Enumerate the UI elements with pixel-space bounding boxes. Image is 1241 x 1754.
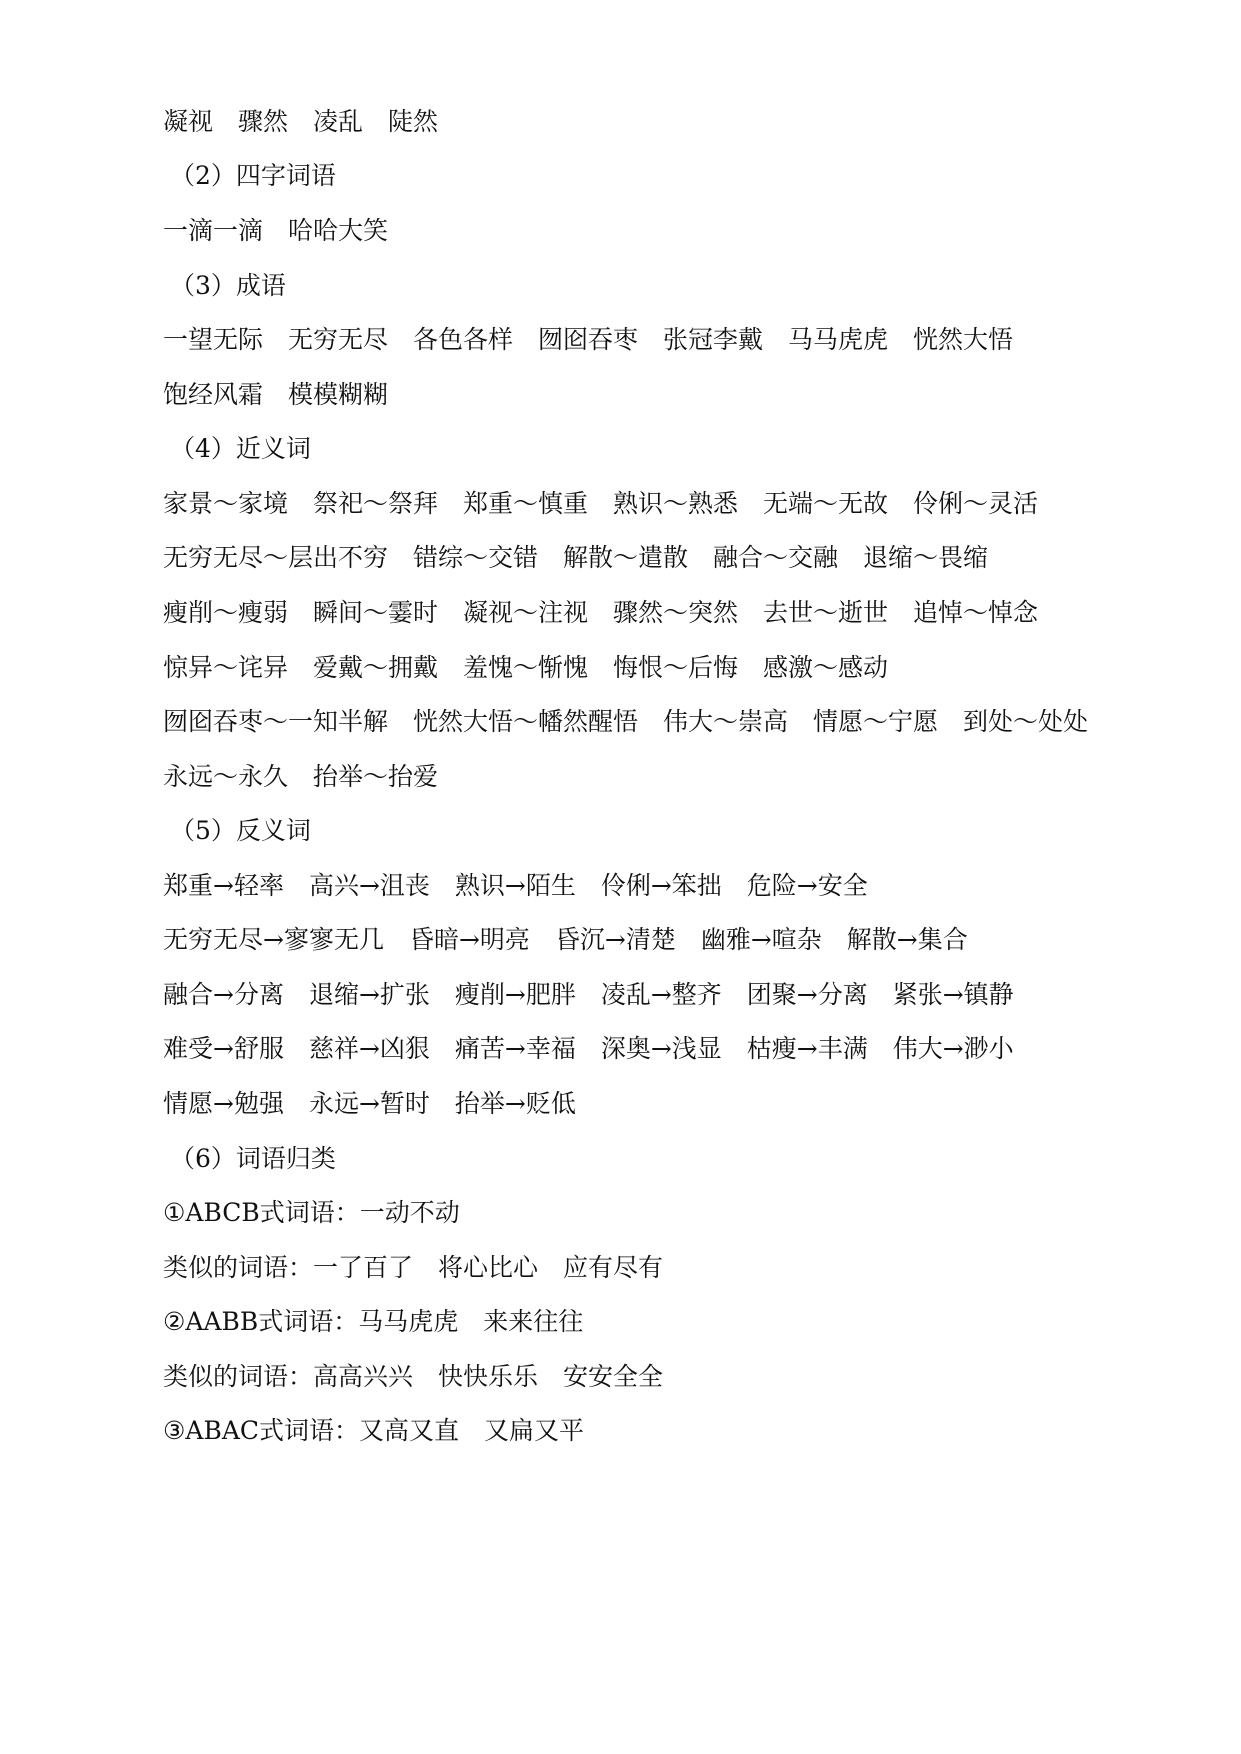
classification-abcb: ①ABCB式词语：一动不动 (163, 1198, 460, 1227)
section-heading-four-char-words: （2）四字词语 (170, 161, 336, 190)
idioms-line-2: 饱经风霜 模模糊糊 (163, 380, 389, 409)
synonyms-line-1: 家景～家境 祭祀～祭拜 郑重～慎重 熟识～熟悉 无端～无故 伶俐～灵活 (163, 489, 1039, 518)
synonyms-line-4: 惊异～诧异 爱戴～拥戴 羞愧～惭愧 悔恨～后悔 感激～感动 (163, 653, 889, 682)
antonyms-line-3: 融合→分离 退缩→扩张 瘦削→肥胖 凌乱→整齐 团聚→分离 紧张→镇静 (163, 980, 1014, 1009)
antonyms-line-5: 情愿→勉强 永远→暂时 抬举→贬低 (163, 1089, 576, 1118)
synonyms-line-3: 瘦削～瘦弱 瞬间～霎时 凝视～注视 骤然～突然 去世～逝世 追悼～悼念 (163, 598, 1039, 627)
antonyms-line-4: 难受→舒服 慈祥→凶狠 痛苦→幸福 深奥→浅显 枯瘦→丰满 伟大→渺小 (163, 1034, 1014, 1063)
section-heading-word-classification: （6）词语归类 (170, 1144, 336, 1173)
section-heading-antonyms: （5）反义词 (170, 816, 311, 845)
synonyms-line-5: 囫囵吞枣～一知半解 恍然大悟～幡然醒悟 伟大～崇高 情愿～宁愿 到处～处处 (163, 707, 1089, 736)
synonyms-line-2: 无穷无尽～层出不穷 错综～交错 解散～遣散 融合～交融 退缩～畏缩 (163, 543, 989, 572)
classification-abac: ③ABAC式词语：又高又直 又扁又平 (163, 1416, 585, 1445)
classification-aabb: ②AABB式词语：马马虎虎 来来往往 (163, 1307, 584, 1336)
section-heading-synonyms: （4）近义词 (170, 434, 311, 463)
classification-abcb-similar: 类似的词语：一了百了 将心比心 应有尽有 (163, 1253, 664, 1282)
idioms-line-1: 一望无际 无穷无尽 各色各样 囫囵吞枣 张冠李戴 马马虎虎 恍然大悟 (163, 325, 1014, 354)
antonyms-line-2: 无穷无尽→寥寥无几 昏暗→明亮 昏沉→清楚 幽雅→喧杂 解散→集合 (163, 925, 968, 954)
vocab-line-1: 凝视 骤然 凌乱 陡然 (163, 107, 439, 136)
synonyms-line-6: 永远～永久 抬举～抬爱 (163, 762, 439, 791)
section-heading-idioms: （3）成语 (170, 271, 286, 300)
classification-aabb-similar: 类似的词语：高高兴兴 快快乐乐 安安全全 (163, 1362, 664, 1391)
vocab-line-2: 一滴一滴 哈哈大笑 (163, 216, 389, 245)
antonyms-line-1: 郑重→轻率 高兴→沮丧 熟识→陌生 伶俐→笨拙 危险→安全 (163, 871, 868, 900)
